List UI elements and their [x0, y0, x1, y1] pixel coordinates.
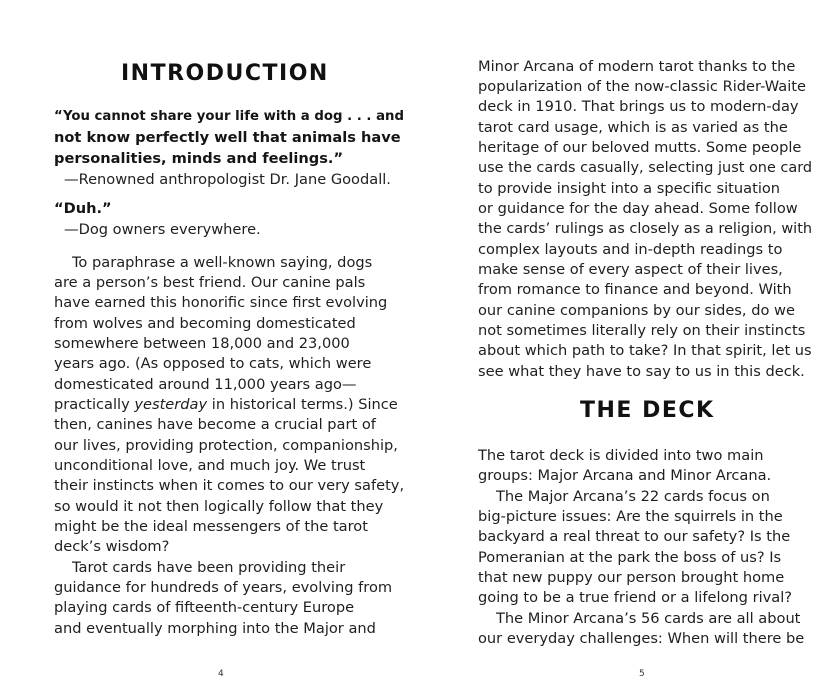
right-page: [408, 0, 816, 693]
body-line: tarot card usage, which is as varied as the: [478, 119, 788, 136]
page-number: 4: [218, 669, 224, 679]
quote-line: “You cannot share your life with a dog . . . and: [54, 109, 404, 124]
body-line: To paraphrase a well-known saying, dogs: [72, 254, 373, 271]
body-line: backyard a real threat to our safety? Is the: [478, 528, 791, 545]
body-line: their instincts when it comes to our very safety,: [54, 477, 405, 494]
page-number: 5: [639, 669, 645, 679]
body-line: about which path to take? In that spirit, let us: [478, 342, 812, 359]
body-line: The Minor Arcana’s 56 cards are all about: [496, 610, 801, 627]
body-line: to provide insight into a specific situation: [478, 180, 781, 197]
body-line: so would it not then logically follow that they: [54, 498, 384, 515]
body-line: deck in 1910. That brings us to modern-day: [478, 98, 799, 115]
body-line: [54, 395, 398, 415]
body-line: somewhere between 18,000 and 23,000: [54, 335, 350, 352]
body-line: going to be a true friend or a lifelong rival?: [478, 589, 793, 606]
body-line: heritage of our beloved mutts. Some people: [478, 139, 802, 156]
body-line: might be the ideal messengers of the tarot: [54, 518, 368, 535]
quote-attribution: —Dog owners everywhere.: [64, 221, 261, 238]
body-text: practically: [54, 396, 135, 413]
body-line: complex layouts and in-depth readings to: [478, 241, 783, 258]
body-line: Pomeranian at the park the boss of us? Is: [478, 549, 782, 566]
body-line: from romance to finance and beyond. With: [478, 281, 792, 298]
body-text: in historical terms.) Since: [207, 396, 398, 413]
body-line: our canine companions by our sides, do we: [478, 302, 795, 319]
body-line: big-picture issues: Are the squirrels in the: [478, 508, 783, 525]
body-line: our everyday challenges: When will there be: [478, 630, 805, 647]
body-line: Tarot cards have been providing their: [72, 559, 346, 576]
body-line: deck’s wisdom?: [54, 538, 170, 555]
body-line: use the cards casually, selecting just one card: [478, 160, 813, 176]
the-deck-heading: THE DECK: [580, 398, 715, 423]
body-line: The Major Arcana’s 22 cards focus on: [496, 488, 770, 505]
body-line: make sense of every aspect of their lives,: [478, 261, 783, 278]
body-line: are a person’s best friend. Our canine pals: [54, 274, 366, 291]
body-line: years ago. (As opposed to cats, which were: [54, 355, 372, 372]
body-line: playing cards of fifteenth-century Europe: [54, 599, 355, 616]
body-line: and eventually morphing into the Major and: [54, 620, 376, 637]
body-line: groups: Major Arcana and Minor Arcana.: [478, 467, 772, 484]
body-line: our lives, providing protection, companionship,: [54, 437, 398, 454]
quote-line: “Duh.”: [54, 200, 112, 217]
body-line: see what they have to say to us in this deck.: [478, 363, 805, 380]
quote-attribution: —Renowned anthropologist Dr. Jane Goodall.: [64, 171, 391, 188]
body-line: guidance for hundreds of years, evolving from: [54, 579, 393, 596]
body-line: The tarot deck is divided into two main: [478, 447, 764, 464]
body-line: that new puppy our person brought home: [478, 569, 785, 586]
body-line: the cards’ rulings as closely as a religion, with: [478, 221, 813, 237]
body-line: then, canines have become a crucial part of: [54, 416, 376, 433]
emphasized-word: yesterday: [134, 396, 208, 413]
quote-line: personalities, minds and feelings.”: [54, 150, 344, 167]
introduction-heading: INTRODUCTION: [121, 61, 329, 86]
body-line: not sometimes literally rely on their instincts: [478, 322, 806, 339]
body-line: domesticated around 11,000 years ago—: [54, 376, 357, 393]
quote-line: not know perfectly well that animals have: [54, 129, 401, 146]
body-line: unconditional love, and much joy. We trust: [54, 457, 366, 474]
body-line: popularization of the now-classic Rider-Waite: [478, 78, 806, 95]
body-line: from wolves and becoming domesticated: [54, 315, 356, 332]
body-line: Minor Arcana of modern tarot thanks to the: [478, 58, 796, 75]
body-line: or guidance for the day ahead. Some follow: [478, 200, 798, 217]
body-line: have earned this honorific since first evolving: [54, 294, 388, 311]
